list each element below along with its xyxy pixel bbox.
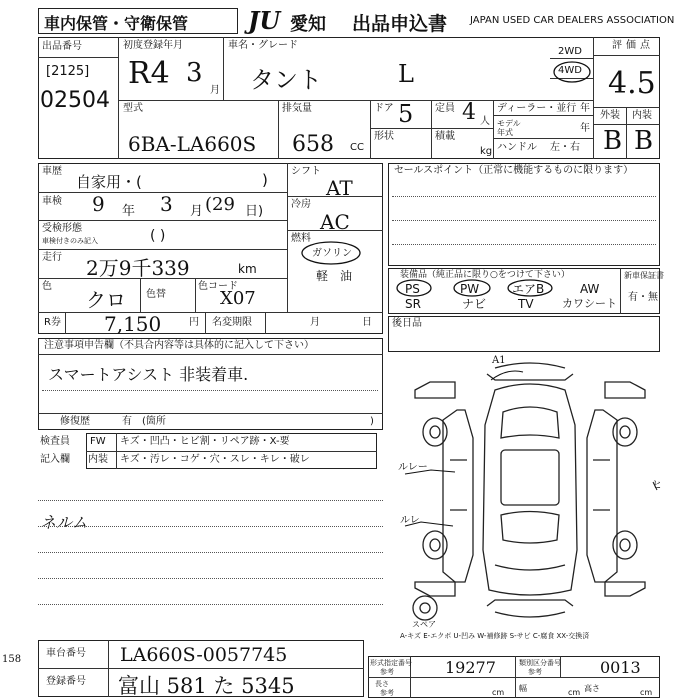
kg-unit: kg (480, 146, 493, 157)
listing-number: 02504 (40, 88, 110, 113)
inspection-month-unit: 月 (190, 204, 204, 219)
car-name: タント (250, 66, 322, 94)
equipment-label: 装備品（純正品に限り○をつけて下さい） (400, 270, 570, 280)
vehicle-close-paren: ) (262, 171, 268, 189)
equipment-airbag: エアB (512, 282, 545, 296)
height-unit: cm (640, 688, 653, 697)
equipment-leather-seat: カワシート (562, 297, 617, 310)
name-change-day: 日 (362, 317, 372, 328)
class-value: 0013 (600, 658, 641, 677)
handle-options: 左・右 (550, 142, 580, 153)
equipment-pw: PW (460, 282, 480, 296)
doors-value: 5 (398, 100, 414, 128)
persons-unit: 人 (480, 116, 490, 127)
fuel-oil: 油 (340, 269, 353, 283)
width-label: 幅 (519, 684, 527, 693)
length-label: 長さ (375, 680, 389, 688)
name-change-month: 月 (310, 317, 320, 328)
first-reg-month: 3 (186, 58, 203, 88)
mileage-label: 走行 (42, 252, 62, 263)
length-unit: cm (492, 688, 505, 697)
inspector-row2-head: 内装 (88, 454, 108, 465)
association-name: JAPAN USED CAR DEALERS ASSOCIATION (470, 15, 675, 26)
inspector-row1-head: FW (90, 436, 106, 447)
vehicle-history-label: 車歴 (42, 166, 62, 177)
shift-label: シフト (291, 166, 321, 177)
repair-yes: 有 (122, 416, 132, 427)
notes-text: スマートアシスト 非装着車. (48, 365, 249, 384)
new-car-warranty-label: 新車保証書 (624, 271, 664, 280)
fuel-gas: ガソリン (312, 248, 352, 259)
load-label: 積載 (435, 131, 455, 142)
r-label: R券 (44, 317, 61, 328)
reg-value: 富山 581 た 5345 (118, 674, 295, 698)
repair-close: ) (370, 416, 374, 427)
year-unit-2: 年 (580, 123, 590, 134)
diagram-mark-left-2: ルレ (400, 515, 420, 526)
inspector-label-2: 記入欄 (40, 454, 70, 465)
first-reg-year: R4 (128, 56, 170, 91)
fuel-gas-circle (300, 240, 362, 266)
prev-model-label: 形式指定番号 (370, 659, 412, 667)
exterior-label: 外装 (600, 110, 620, 121)
cc-unit: CC (350, 142, 364, 153)
spare-label: スペア (412, 620, 436, 629)
color-value: クロ (86, 288, 126, 312)
inspector-row2: キズ・汚レ・コゲ・穴・スレ・キレ・破レ (120, 454, 310, 465)
cooling-label: 冷房 (291, 199, 311, 210)
r-amount: 7,150 (104, 312, 162, 336)
org-name: 愛知 (290, 14, 326, 35)
diagram-mark-left-1: ルレー (398, 462, 428, 473)
inspection-month: 3 (160, 192, 173, 216)
receive-paren: ( ) (150, 228, 166, 244)
chassis-label: 車台番号 (46, 648, 86, 659)
fuel-light: 軽 (316, 269, 329, 283)
equipment-tv: TV (518, 297, 534, 311)
form-title: 出品申込書 (352, 13, 448, 35)
class-label: 類別区分番号 (519, 659, 561, 667)
color-label: 色 (42, 281, 52, 292)
storage-label: 車内保管・守衛保管 (44, 14, 189, 33)
equipment-navi: ナビ (462, 297, 487, 311)
score-value: 4.5 (608, 66, 656, 101)
color-code-value: X07 (220, 288, 256, 309)
car-name-label: 車名・グレード (228, 40, 298, 51)
diagram-mark-a1: A1 (492, 355, 506, 366)
interior-score: B (634, 126, 654, 156)
inspection-day-unit: 日) (245, 204, 264, 219)
drive-2wd: 2WD (558, 46, 582, 57)
handle-label: ハンドル (497, 142, 537, 153)
prev-model-sub: 参考 (380, 668, 394, 676)
equipment-circles (396, 278, 556, 298)
width-unit: cm (568, 688, 581, 697)
repair-history-label: 修復歴 (60, 416, 90, 427)
margin-mark: 158 (2, 654, 22, 665)
year-unit-1: 年 (580, 103, 590, 114)
receive-sub: 車検付きのみ記入 (42, 237, 98, 245)
dealer-label: ディーラー・並行 (497, 103, 577, 114)
listing-label: 出品番号 (42, 41, 82, 52)
capacity-value: 4 (462, 100, 476, 125)
damage-legend: A-キズ E-エクボ U-凹み W-補修跡 S-サビ C-腐食 XX-交換済 (400, 632, 590, 640)
sales-point-label: セールスポイント（正常に機能するものに限ります） (394, 165, 634, 176)
score-label: 評価点 (612, 40, 654, 51)
inspector-label-1: 検査員 (40, 436, 70, 447)
reg-label: 登録番号 (46, 676, 86, 687)
month-unit: 月 (210, 85, 220, 96)
inspection-year: 9 (92, 192, 105, 216)
notes-label: 注意事項申告欄（不具合内容等は具体的に記入して下さい） (44, 340, 314, 351)
yen-unit: 円 (189, 317, 199, 328)
first-reg-label: 初度登録年月 (123, 40, 183, 51)
repair-place: (箇所 (142, 416, 166, 427)
equipment-ps: PS (405, 282, 420, 296)
cooling-value: AC (320, 210, 350, 234)
diagram-mark-right: ヒ (652, 480, 662, 491)
class-sub: 参考 (528, 668, 542, 676)
model-year-label: モデル年式 (497, 119, 521, 137)
drive-4wd: 4WD (558, 65, 582, 76)
inspection-year-unit: 年 (122, 204, 136, 219)
model-value: 6BA-LA660S (128, 132, 257, 156)
inspection-day: (29 (205, 194, 235, 215)
displacement-value: 658 (292, 132, 334, 157)
mileage-value: 2万9千339 (86, 256, 190, 280)
interior-label: 内装 (632, 110, 652, 121)
name-change-label: 名変期限 (212, 317, 252, 328)
new-car-warranty-opts: 有・無 (628, 292, 658, 303)
listing-sub-number: [2125] (46, 64, 90, 79)
prev-model-value: 19277 (445, 658, 496, 677)
height-label: 高さ (584, 684, 600, 693)
model-label: 型式 (123, 103, 143, 114)
shape-label: 形状 (374, 131, 394, 142)
doors-label: ドア (374, 103, 394, 114)
capacity-label: 定員 (435, 103, 455, 114)
km-unit: km (238, 262, 257, 276)
exterior-score: B (603, 126, 623, 156)
inspector-row1: キズ・凹凸・ヒビ割・リペア跡・X-要 (120, 436, 290, 447)
length-sub: 参考 (380, 689, 394, 697)
car-damage-diagram (395, 350, 665, 635)
color-change-label: 色替 (146, 289, 166, 300)
drive-4wd-circle (552, 60, 592, 84)
inspector-remark: ネルム (40, 513, 88, 532)
shift-value: AT (326, 176, 353, 200)
equipment-aw: AW (580, 282, 600, 296)
equipment-sr: SR (405, 297, 421, 311)
receive-label: 受検形態 (42, 223, 82, 234)
chassis-value: LA660S-0057745 (120, 644, 288, 666)
sales-point-box (388, 163, 660, 266)
vehicle-history-value: 自家用・( (76, 173, 142, 191)
aftermarket-box (388, 316, 660, 352)
car-grade: L (398, 60, 414, 88)
fuel-label: 燃料 (291, 233, 311, 244)
inspection-label: 車検 (42, 196, 62, 207)
aftermarket-label: 後日品 (392, 318, 422, 329)
displacement-label: 排気量 (282, 103, 312, 114)
color-code-label: 色コード (198, 281, 238, 292)
ju-logo: JU (248, 6, 281, 35)
